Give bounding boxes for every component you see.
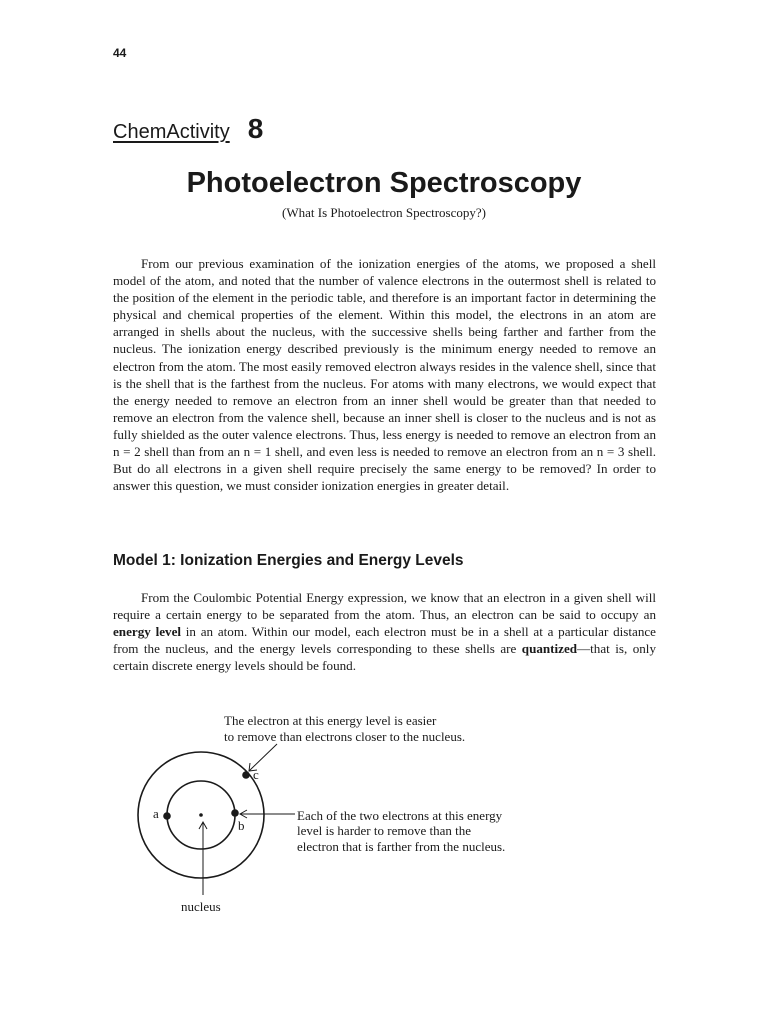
model1-text-part3: —that is, only certain discrete energy levels should be found. [113,641,656,674]
model1-text-part2: in an atom. Within our model, each electron must be in a shell at a particular distance from the nucleus, and the energy levels corresponding to these shells are [113,624,656,657]
label-a: a [153,806,159,821]
right-caption-line3: electron that is farther from the nucleus. [297,839,506,854]
page-number: 44 [113,46,127,60]
electron-b [231,809,239,817]
label-c: c [253,767,259,782]
intro-paragraph: From our previous examination of the ionization energies of the atoms, we proposed a shell model of the atom, and noted that the number of valence electrons in the outermost shell is related to the position of the element in the periodic table, and therefore is an important factor in determining the physical and chemical properties of the element. Within this model, the electrons in an atom are arranged in shells about the nucleus, with the successive shells being farther and farther from the nucleus. The ionization energy described previously is the minimum energy needed to remove an electron from the atom. The most easily removed electron always resides in the valence shell, since that is the shell that is the farthest from the nucleus. For atoms with many electrons, we would expect that the energy needed to remove an electron from an inner shell would be greater than that needed to remove an electron from the valence shell, because an inner shell is closer to the nucleus and is not as fully shielded as the outer valence electrons. Thus, less energy is needed to remove an electron from an n = 2 shell than from an n = 1 shell, and even less is needed to remove an electron from an n = 3 shell. But do all electrons in a given shell require precisely the same energy to be removed? In order to answer this question, we must consider ionization energies in greater detail. [113,256,656,494]
top-caption-line2: to remove than electrons closer to the nucleus. [224,729,466,744]
term-quantized: quantized [521,641,578,657]
top-caption-line1: The electron at this energy level is easier [224,713,437,728]
activity-number: 8 [247,113,264,144]
nucleus-label: nucleus [181,899,221,914]
nucleus-dot [199,813,203,817]
arrow-to-electron-c [249,744,277,771]
model1-heading: Model 1: Ionization Energies and Energy Levels [113,552,464,569]
right-caption-line2: level is harder to remove than the [297,823,471,838]
activity-label: ChemActivity [113,121,230,143]
term-energy-level: energy level [113,624,182,640]
model1-text-part1: From the Coulombic Potential Energy expression, we know that an electron in a given shell will require a certain energy to be separated from the atom. Thus, an electron can be said to occupy an [113,590,656,623]
label-b: b [238,818,245,833]
page-subtitle: (What Is Photoelectron Spectroscopy?) [282,205,486,220]
page-title: Photoelectron Spectroscopy [186,167,582,199]
electron-c [242,771,250,779]
electron-a [163,812,171,820]
right-caption-line1: Each of the two electrons at this energy [297,808,503,823]
